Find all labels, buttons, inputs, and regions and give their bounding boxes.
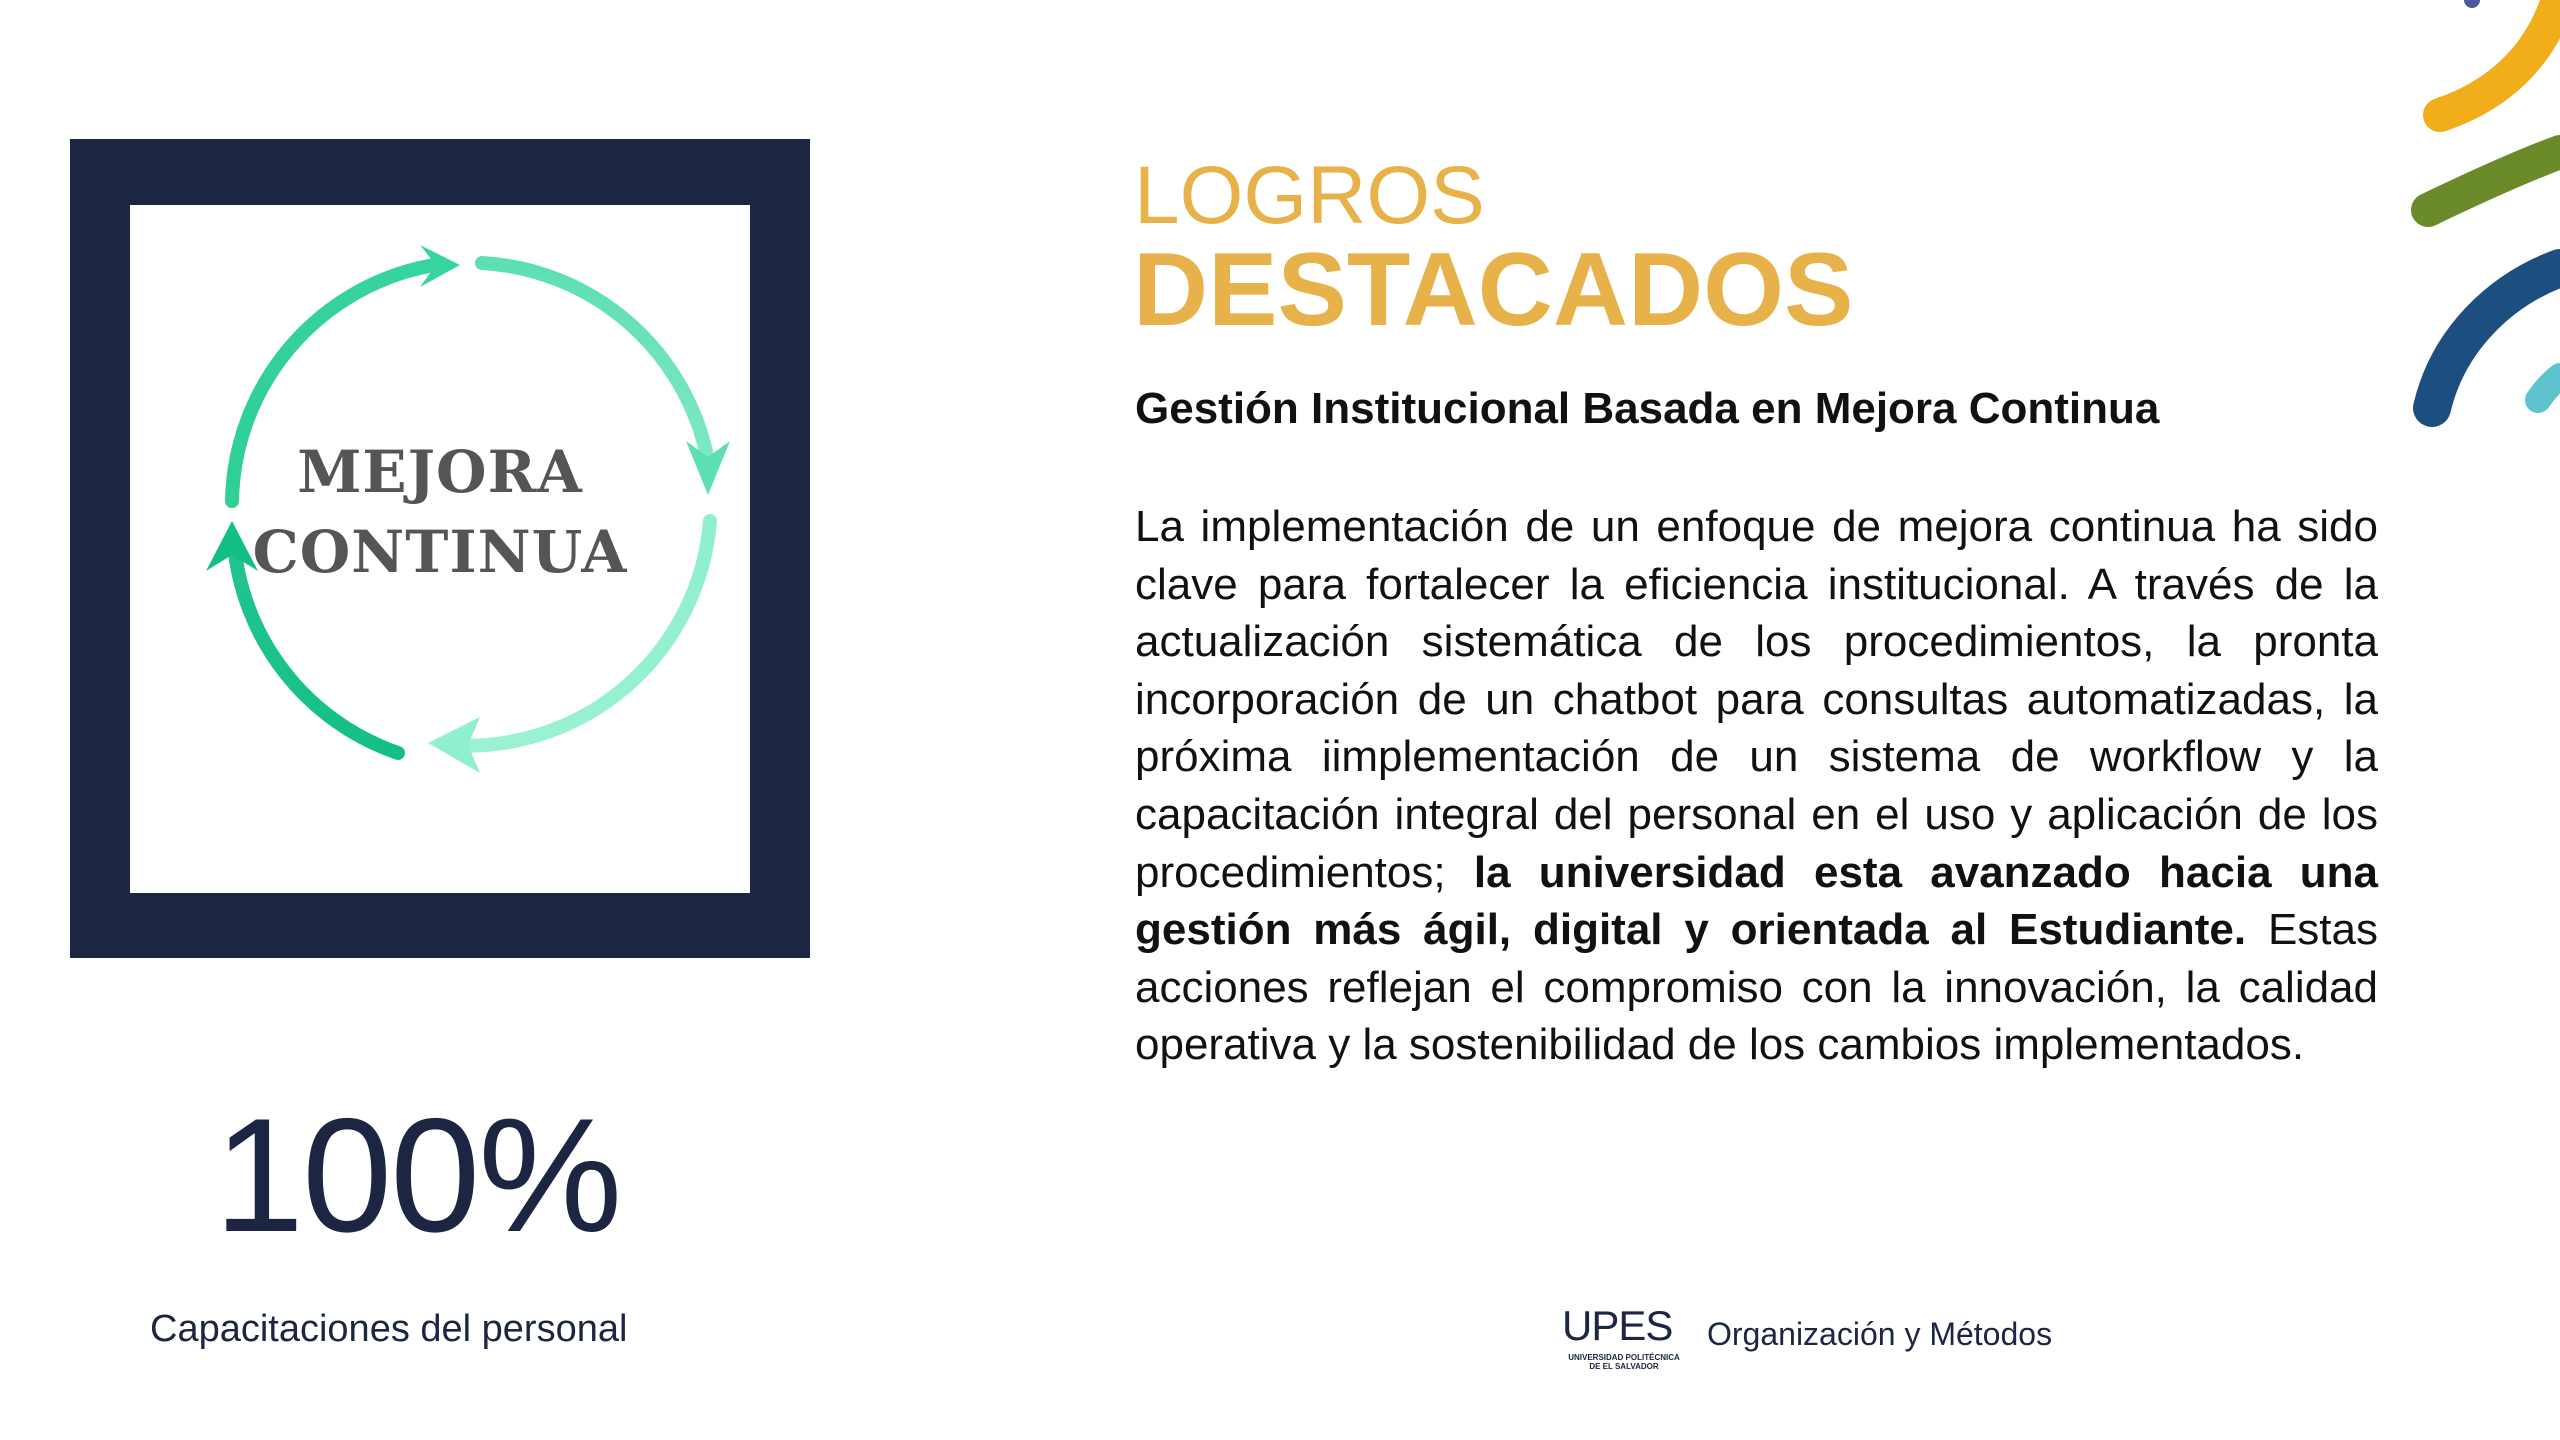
stat-value: 100%	[214, 1085, 621, 1266]
arrow-top-right	[482, 263, 708, 461]
swoosh-olive	[2428, 152, 2560, 210]
logo-mark: UPES	[1562, 1302, 1673, 1349]
image-label-line1: MEJORA	[297, 438, 583, 506]
upes-logo	[1562, 1302, 1686, 1373]
mejora-continua-image	[130, 205, 750, 893]
logo-line2: DE EL SALVADOR	[1589, 1362, 1659, 1371]
heading-light: LOGROS	[1134, 150, 1485, 241]
corner-swoosh-decoration	[2410, 0, 2560, 440]
stat-label: Capacitaciones del personal	[150, 1308, 628, 1350]
heading-bold: DESTACADOS	[1133, 232, 1854, 348]
swoosh-teal	[2538, 376, 2560, 400]
body-text-bold: la universidad esta avanzado hacia una gestión más ágil, digital y orientada al Estudiante.	[1135, 847, 2378, 955]
image-frame	[70, 139, 810, 958]
body-text-part1: La implementación de un enfoque de mejora continua ha sido clave para fortalecer la eficiencia institucional. A través de la actualización sistemática de los procedimientos, la pronta incorporación de un chatbot para consultas automatizadas, la próxima iimplementación de un sistema de workflow y la capacitación integral del personal en el uso y aplicación de los procedimientos;	[1135, 502, 2378, 897]
logo-line1: UNIVERSIDAD POLITÉCNICA	[1568, 1353, 1680, 1362]
section-subtitle: Gestión Institucional Basada en Mejora Continua	[1135, 384, 2160, 433]
body-text-part2: Estas acciones reflejan el compromiso con la innovación, la calidad operativa y la sostenibilidad de los cambios implementados.	[1135, 905, 2378, 1070]
footer-department: Organización y Métodos	[1707, 1316, 2053, 1352]
image-label-line2: CONTINUA	[252, 518, 628, 586]
swoosh-dot	[2464, 0, 2480, 8]
body-paragraph	[1135, 498, 2378, 1074]
swoosh-yellow	[2440, 0, 2558, 115]
